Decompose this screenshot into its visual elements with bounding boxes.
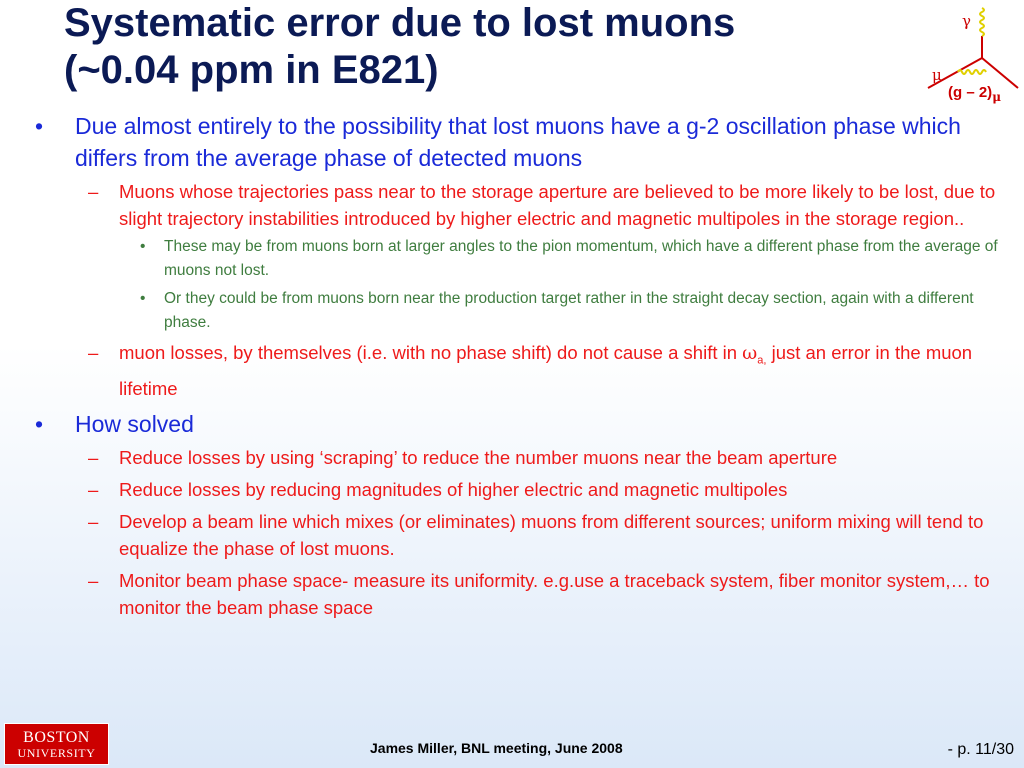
omega-glyph: ω <box>742 343 758 364</box>
slide-title <box>64 0 864 94</box>
bullet-marker: • <box>35 113 44 139</box>
bullet-level1-lost-muon-phase <box>35 110 1010 174</box>
bullet-marker: • <box>140 290 146 307</box>
omega-subscript: a, <box>757 354 767 367</box>
bullet-marker: • <box>35 410 44 437</box>
dash-marker: – <box>88 510 99 532</box>
bullet-text: These may be from muons born at larger angles to the pion momentum, which have a different phase from the average of muons not lost. <box>164 238 998 279</box>
bullet-level1-how-solved <box>35 408 1010 440</box>
bullet-level2-beam-line-mixing <box>88 508 1014 562</box>
dash-marker: – <box>88 478 99 500</box>
bullet-level2-scraping <box>88 444 1014 471</box>
dash-marker: – <box>88 446 99 468</box>
bullet-text: Develop a beam line which mixes (or eliminates) muons from different sources; uniform mixing will tend to equalize the phase of lost muons. <box>119 510 984 559</box>
dash-marker: – <box>88 569 99 591</box>
bullet-text: Monitor beam phase space- measure its uniformity. e.g.use a traceback system, fiber monitor system,… to monitor the beam phase space <box>119 569 990 618</box>
bullet-level3-production-target <box>140 287 1016 335</box>
g-minus-2-text: (g – 2) <box>948 84 993 101</box>
mu-symbol: μ <box>932 66 942 84</box>
g-minus-2-subscript: μ <box>992 90 1001 104</box>
title-line-1: Systematic error due to lost muons <box>64 1 736 45</box>
bullet-level2-monitor-phase-space <box>88 567 1014 621</box>
bullet-text: Reduce losses by using ‘scraping’ to reduce the number muons near the beam aperture <box>119 446 838 468</box>
bullet-level2-multipoles <box>88 476 1014 503</box>
g-minus-2-label <box>948 84 1001 104</box>
dash-marker: – <box>88 181 99 202</box>
gamma-symbol: γ <box>962 12 971 30</box>
bullet-text: Due almost entirely to the possibility that lost muons have a g-2 oscillation phase which differs from the average phase of detected muons <box>75 113 961 171</box>
bullet-text: Or they could be from muons born near the production target rather in the straight decay section, again with a different phase. <box>164 290 974 331</box>
slide-body <box>0 110 1024 621</box>
logo-line-1: BOSTON <box>23 728 90 746</box>
dash-marker: – <box>88 342 99 363</box>
bullet-level2-muon-losses <box>88 339 1014 402</box>
bullet-text: How solved <box>75 410 194 437</box>
logo-line-2: UNIVERSITY <box>17 745 96 760</box>
bullet-marker: • <box>140 238 146 255</box>
bullet-level3-larger-angles <box>140 235 1016 283</box>
page-number: - p. 11/30 <box>947 741 1014 758</box>
bullet-text: Muons whose trajectories pass near to the storage aperture are believed to be more likely to be lost, due to slight trajectory instabilities introduced by higher electric and magnetic multipoles in the storage region.. <box>119 181 996 229</box>
bullet-text-pre: muon losses, by themselves (i.e. with no phase shift) do not cause a shift in <box>119 342 743 363</box>
boston-university-logo <box>4 723 109 765</box>
bullet-level2-trajectories <box>88 178 1014 232</box>
title-line-2: (~0.04 ppm in E821) <box>64 48 439 92</box>
footer-presenter: James Miller, BNL meeting, June 2008 <box>370 740 623 756</box>
bullet-text-post: just an error in the muon lifetime <box>119 342 973 399</box>
bullet-text: Reduce losses by reducing magnitudes of higher electric and magnetic multipoles <box>119 478 788 500</box>
omega-a-symbol <box>742 343 767 367</box>
